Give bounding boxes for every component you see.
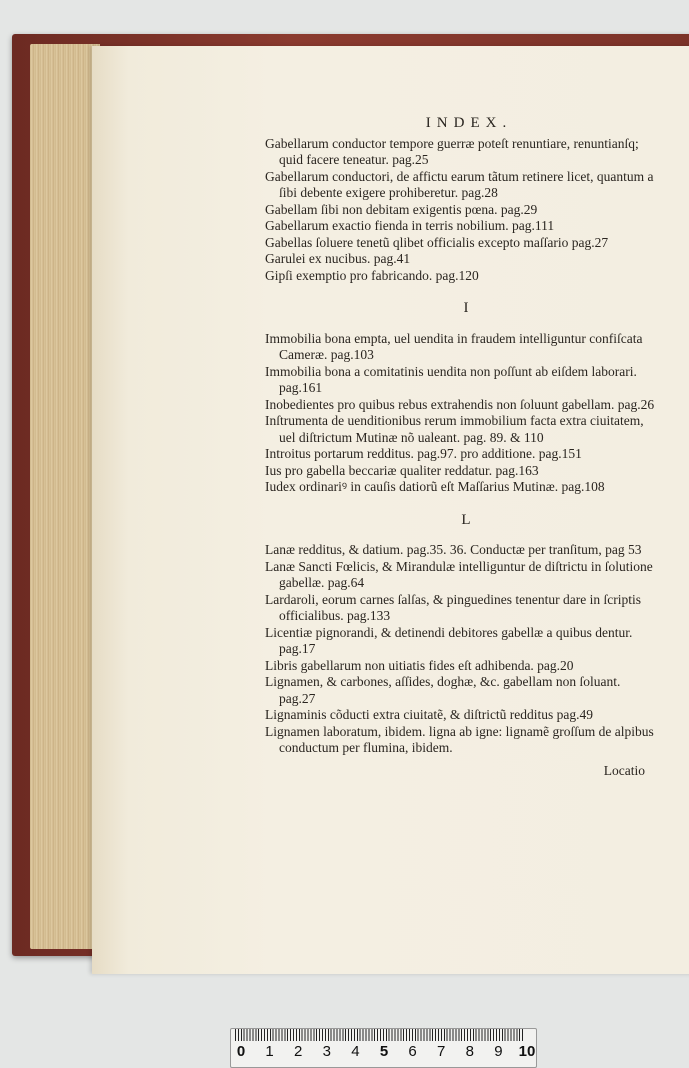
ruler-number: 7 bbox=[437, 1043, 446, 1060]
ruler-number: 0 bbox=[236, 1043, 246, 1060]
index-entry: Libris gabellarum non uitiatis fides eſt adhibenda. pag.20 bbox=[265, 657, 574, 673]
section-letter-i: I bbox=[463, 300, 469, 316]
index-entry: Inſtrumenta de uenditionibus rerum immobilium facta extra ciuitatem, uel diſtrictum Mutinæ nõ ualeant. pag. 89. & 110 bbox=[265, 413, 644, 445]
ruler-number: 6 bbox=[408, 1043, 417, 1060]
section-g bbox=[265, 136, 655, 285]
ruler-number: 8 bbox=[465, 1043, 474, 1060]
scale-ruler bbox=[230, 1028, 537, 1068]
index-header: INDEX. bbox=[425, 115, 513, 131]
ruler-number: 4 bbox=[351, 1043, 360, 1060]
index-entry: Gabellarum exactio fienda in terris nobilium. pag.111 bbox=[265, 218, 555, 233]
index-entry: Lanæ redditus, & datium. pag.35. 36. Conductæ per tranſitum, pag 53 bbox=[265, 542, 642, 557]
index-entry: Gabellas ſoluere tenetũ qlibet officialis excepto maſſario pag.27 bbox=[265, 234, 609, 250]
ruler-number: 1 bbox=[265, 1043, 274, 1060]
index-entry: Lignamen, & carbones, aſſides, doghæ, &c. gabellam non ſoluant. pag.27 bbox=[265, 674, 621, 706]
ruler-number: 5 bbox=[379, 1043, 389, 1060]
ruler-number: 9 bbox=[494, 1043, 503, 1060]
index-entry: Gabellarum conductor tempore guerræ poteſt renuntiare, renuntianſq; quid facere teneatur. pag.25 bbox=[265, 135, 639, 167]
index-entry: Gabellarum conductori, de affictu earum tãtum retinere licet, quantum a ſibi debente exigere prohiberetur. pag.28 bbox=[265, 168, 654, 200]
ruler-number: 3 bbox=[322, 1043, 331, 1060]
catchword: Locatio bbox=[603, 762, 645, 778]
index-entry: Iudex ordinariꝰ in cauſis datiorũ eſt Maſſarius Mutinæ. pag.108 bbox=[265, 479, 605, 494]
index-entry: Introitus portarum redditus. pag.97. pro additione. pag.151 bbox=[265, 446, 582, 461]
index-entry: Inobedientes pro quibus rebus extrahendis non ſoluunt gabellam. pag.26 bbox=[265, 396, 655, 412]
index-entry: Immobilia bona empta, uel uendita in fraudem intelliguntur confiſcata Cameræ. pag.103 bbox=[265, 330, 643, 362]
index-entry: Gabellam ſibi non debitam exigentis pœna. pag.29 bbox=[265, 201, 538, 217]
section-i bbox=[265, 331, 655, 496]
index-entry: Lanæ Sancti Fœlicis, & Mirandulæ intelliguntur de diſtrictu in ſolutione gabellæ. pag.64 bbox=[265, 558, 653, 590]
section-letter-l: L bbox=[461, 511, 471, 528]
ruler-number: 10 bbox=[518, 1043, 536, 1060]
index-entry: Garulei ex nucibus. pag.41 bbox=[265, 251, 411, 266]
index-entry: Immobilia bona a comitatinis uendita non poſſunt ab eiſdem laborari. pag.161 bbox=[265, 363, 637, 395]
index-entry: Ius pro gabella beccariæ qualiter reddatur. pag.163 bbox=[265, 462, 539, 478]
ruler-number: 2 bbox=[294, 1043, 303, 1060]
index-entry: Gipſi exemptio pro fabricando. pag.120 bbox=[265, 267, 479, 283]
ruler-ticks bbox=[235, 1029, 525, 1041]
index-entry: Lignamen laboratum, ibidem. ligna ab igne: lignamẽ groſſum de alpibus conductum per flumina, ibidem. bbox=[265, 723, 654, 755]
ruler-numbers bbox=[231, 1043, 536, 1063]
index-text-block bbox=[265, 115, 655, 779]
index-entry: Lignaminis cõducti extra ciuitatẽ, & diſtrictũ redditus pag.49 bbox=[265, 707, 594, 722]
section-l bbox=[265, 542, 655, 757]
index-entry: Lardaroli, eorum carnes ſalſas, & pinguedines tenentur dare in ſcriptis officialibus. pag.133 bbox=[265, 591, 641, 623]
page-edges bbox=[30, 44, 100, 949]
index-entry: Licentiæ pignorandi, & detinendi debitores gabellæ a quibus dentur. pag.17 bbox=[265, 624, 633, 656]
